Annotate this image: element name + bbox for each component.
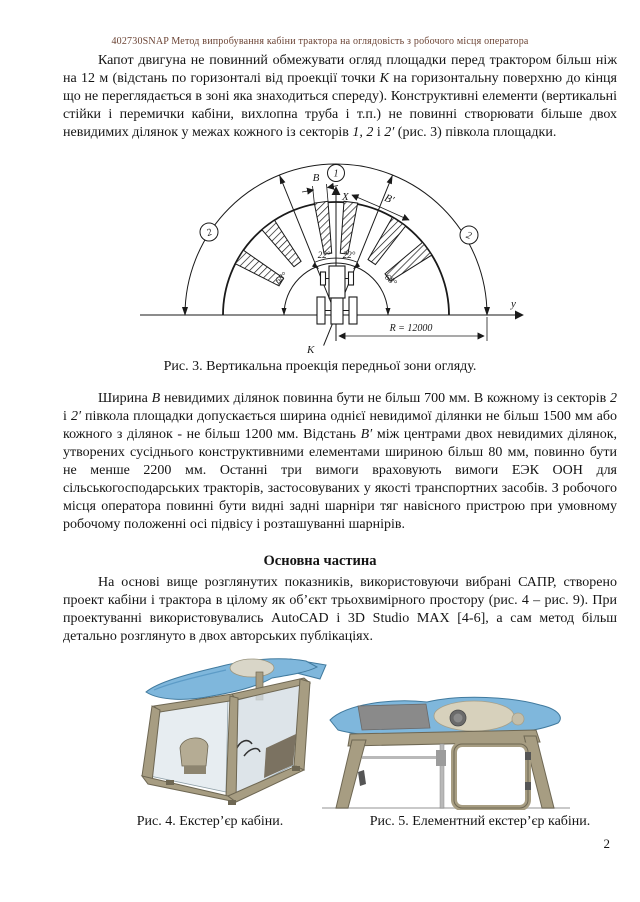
running-header: 402730SNAP Метод випробування кабіни трактора на оглядовість з робочого місця оператора — [111, 36, 529, 47]
radius-label: R = 12000 — [389, 323, 433, 334]
text-run-italic: В′ — [360, 427, 373, 442]
text-run: (рис. 3) півкола площадки. — [394, 125, 557, 140]
blind-sector — [368, 217, 406, 265]
text-run: і — [63, 409, 71, 424]
text-run: і — [373, 125, 385, 140]
text-run: На основі вище розглянутих показників, використовуючи вибрані САПР, створено проект кабіни і трактора в цілому як об’єкт трьохвимірного простору (рис. 4 – рис. 9). При проектуванні використовувались AutoCAD і 3D Studio MAX [4-6], а сам метод більш детально розглянуто в двох авторських публікаціях. — [63, 575, 617, 644]
sector-2-left-label: 2 — [205, 226, 214, 239]
frame-rods — [358, 744, 531, 808]
dimension-b-prime — [352, 195, 409, 220]
angle-68-left-label: 68° — [272, 269, 290, 286]
blind-sector — [340, 201, 357, 254]
figure-4-cab-exterior — [140, 652, 336, 810]
x-axis-label: X — [342, 191, 349, 203]
text-run-italic: 2′ — [70, 409, 81, 424]
figure-4-caption: Рис. 4. Екстер’єр кабіни. — [136, 814, 284, 829]
width-b-label: B — [312, 172, 320, 184]
blind-sector — [262, 220, 301, 267]
sector-2-right-label: 2 — [464, 229, 473, 242]
y-axis-label: y — [511, 298, 516, 310]
sector-1-label: 1 — [333, 168, 339, 180]
text-run: Ширина — [98, 391, 152, 406]
figure-3-caption: Рис. 3. Вертикальна проекція передньої зони огляду. — [163, 359, 477, 374]
text-run-italic: 1, 2 — [352, 125, 374, 140]
paragraph-3 — [63, 574, 617, 646]
paragraph-2 — [63, 390, 617, 534]
text-run: невидимих ділянок повинна бути не більш 700 мм. В кожному із секторів — [160, 391, 610, 406]
text-run-italic: В — [151, 391, 161, 406]
text-run: на горизонтальну поверхню до кінця що не переглядається в зоні яка знаходиться спереду). Конструктивні елементи (вертикальні стійки і перемички кабіни, вихлопна труба і т.п.) не повинні створювати більше двох невидимих ділянок у межах кожного із секторів — [63, 71, 617, 140]
dimension-b — [302, 184, 338, 203]
text-run: між центрами двох невидимих ділянок, утворених сусіднього конструктивними елементами шириною більш 80 мм, повинно бути не менше 2200 мм. Останні три вимоги враховують вимоги ЕЭК ООН для сільськогосподарських тракторів, застосовуваних у якості транспортних засобів. З робочого місця оператора повинні бути видні задні шарніри тяг навісного пристрою при умовному робочому положенні осі підвісу і розташуванні шарнірів. — [63, 427, 617, 532]
tractor-symbol — [317, 266, 357, 324]
paragraph-1 — [63, 52, 617, 142]
page-number: 2 — [603, 836, 610, 851]
sector-markers — [200, 165, 478, 245]
section-heading: Основна частина — [263, 553, 377, 569]
door-frame — [454, 744, 528, 808]
angle-22-right-label: 22° — [342, 250, 356, 260]
angle-68-right-label: 68° — [382, 271, 400, 288]
text-run: Капот двигуна не повинний обмежувати огляд площадки перед трактором більш ніж на 12 м (відстань по горизонталі від проекції точки — [63, 53, 617, 86]
text-run: півкола площадки допускається ширина однієї невидимої ділянки не більш 1500 мм або кожного з ділянок - не більш 1200 мм. Відстань — [63, 409, 617, 442]
text-run-italic: 2′ — [384, 125, 395, 140]
point-k-label: K — [307, 344, 315, 356]
figure-3-visibility-diagram — [105, 160, 535, 357]
text-run-italic: К — [379, 71, 389, 86]
width-b-prime-label: B′ — [382, 191, 396, 207]
figure-5-caption: Рис. 5. Елементний екстер’єр кабіни. — [369, 814, 591, 829]
figure-5-cab-elements — [322, 692, 570, 810]
blind-sector — [314, 201, 331, 254]
door-frame-outline — [454, 744, 528, 808]
text-run-italic: 2 — [610, 391, 617, 406]
angle-22-left-label: 22° — [317, 250, 331, 260]
